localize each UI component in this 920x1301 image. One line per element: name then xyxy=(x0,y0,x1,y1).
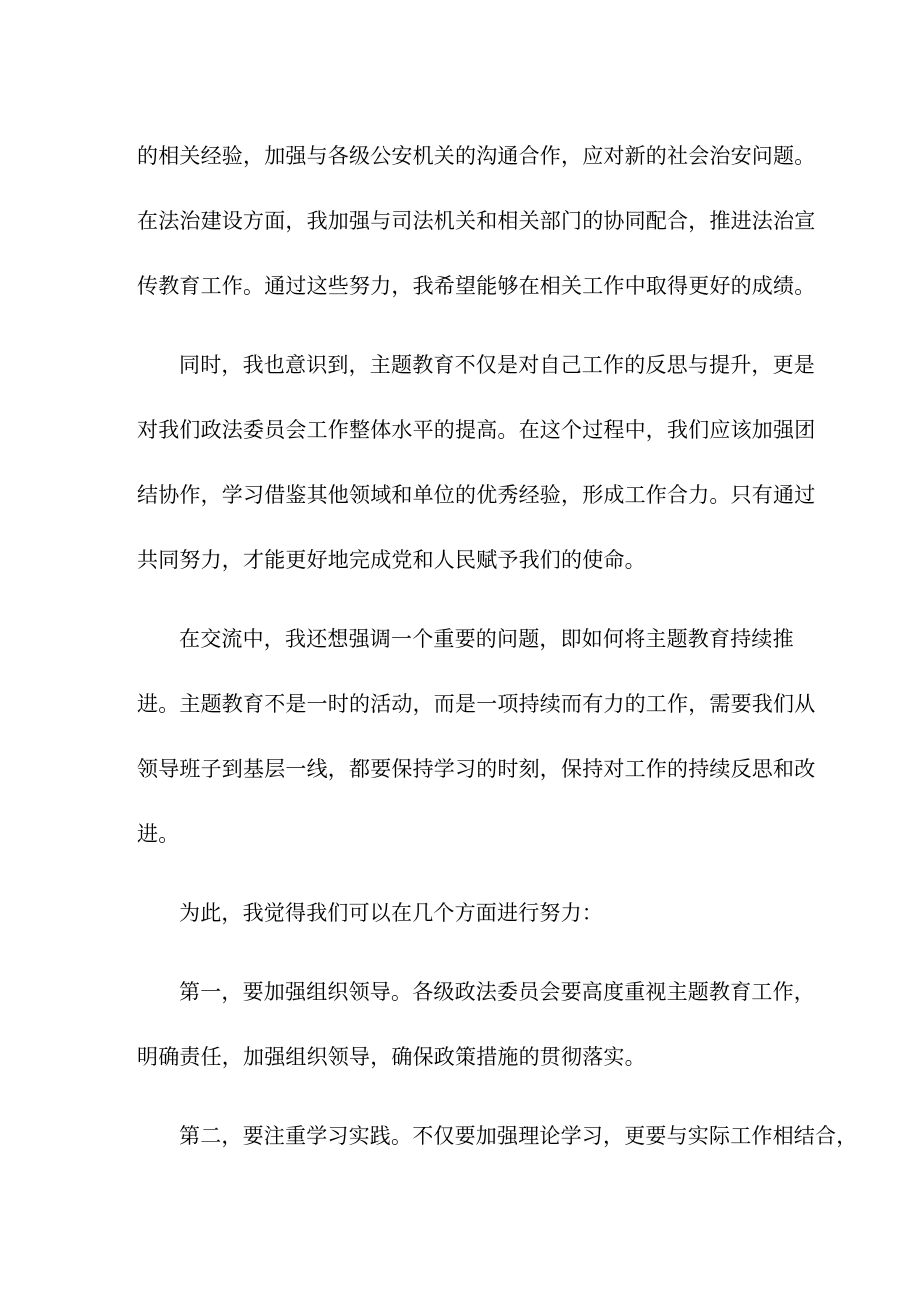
text-line-15: 第二，要注重学习实践。不仅要加强理论学习，更要与实际工作相结合， xyxy=(179,1124,858,1148)
text-line-10: 领导班子到基层一线，都要保持学习的时刻，保持对工作的持续反思和改 xyxy=(137,757,816,781)
text-line-8: 在交流中，我还想强调一个重要的问题，即如何将主题教育持续推 xyxy=(179,627,794,651)
text-line-12: 为此，我觉得我们可以在几个方面进行努力： xyxy=(179,901,603,925)
text-line-5: 对我们政法委员会工作整体水平的提高。在这个过程中，我们应该加强团 xyxy=(137,418,816,442)
text-line-14: 明确责任，加强组织领导，确保政策措施的贯彻落实。 xyxy=(137,1045,646,1069)
text-line-6: 结协作，学习借鉴其他领域和单位的优秀经验，形成工作合力。只有通过 xyxy=(137,483,816,507)
text-line-13: 第一，要加强组织领导。各级政法委员会要高度重视主题教育工作， xyxy=(179,980,815,1004)
text-line-7: 共同努力，才能更好地完成党和人民赋予我们的使命。 xyxy=(137,548,646,572)
text-line-3: 传教育工作。通过这些努力，我希望能够在相关工作中取得更好的成绩。 xyxy=(137,274,816,298)
text-line-4: 同时，我也意识到，主题教育不仅是对自己工作的反思与提升，更是 xyxy=(179,353,815,377)
text-line-2: 在法治建设方面，我加强与司法机关和相关部门的协同配合，推进法治宣 xyxy=(137,209,816,233)
text-line-11: 进。 xyxy=(137,822,180,846)
text-line-1: 的相关经验，加强与各级公安机关的沟通合作，应对新的社会治安问题。 xyxy=(137,144,816,168)
text-line-9: 进。主题教育不是一时的活动，而是一项持续而有力的工作，需要我们从 xyxy=(137,692,816,716)
